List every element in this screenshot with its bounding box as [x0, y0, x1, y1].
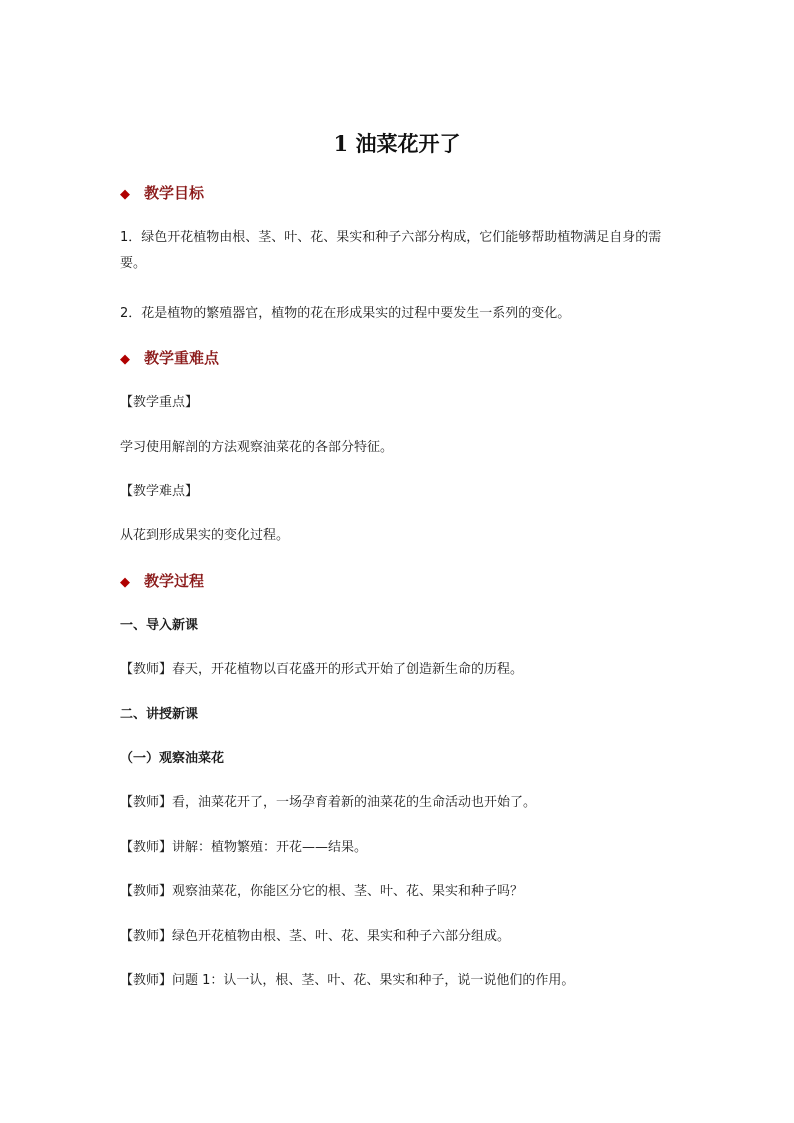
difficulty-text: 从花到形成果实的变化过程。 [120, 528, 290, 543]
goal-item-2: 2．花是植物的繁殖器官，植物的花在形成果实的过程中要发生一系列的变化。 [120, 306, 571, 321]
process-line-3: 【教师】讲解：植物繁殖：开花——结果。 [120, 840, 368, 855]
process-line-1: 【教师】春天，开花植物以百花盛开的形式开始了创造新生命的历程。 [120, 662, 524, 677]
process-line-4: 【教师】观察油菜花，你能区分它的根、茎、叶、花、果实和种子吗？ [120, 884, 524, 899]
section-label: 教学重难点 [144, 349, 220, 367]
section-heading-key-points [120, 347, 219, 368]
process-line-6: 【教师】问题 1：认一认，根、茎、叶、花、果实和种子，说一说他们的作用。 [120, 973, 575, 988]
section-label: 教学目标 [144, 184, 205, 202]
process-subsection-1: （一）观察油菜花 [120, 751, 225, 766]
process-part-2: 二、讲授新课 [120, 707, 199, 722]
section-heading-goals [120, 182, 204, 203]
process-line-5: 【教师】绿色开花植物由根、茎、叶、花、果实和种子六部分组成。 [120, 929, 511, 944]
diamond-bullet-icon: ◆ [120, 352, 130, 367]
goal-item-1: 1．绿色开花植物由根、茎、叶、花、果实和种子六部分构成，它们能够帮助植物满足自身的需要。 [120, 230, 662, 271]
difficulty-label: 【教学难点】 [120, 484, 199, 499]
diamond-bullet-icon: ◆ [120, 575, 130, 590]
section-label: 教学过程 [144, 572, 205, 590]
diamond-bullet-icon: ◆ [120, 187, 130, 202]
focus-text: 学习使用解剖的方法观察油菜花的各部分特征。 [120, 440, 394, 455]
page-title: 1 油菜花开了 [333, 131, 461, 156]
section-heading-process [120, 570, 204, 591]
process-line-2: 【教师】看，油菜花开了，一场孕育着新的油菜花的生命活动也开始了。 [120, 795, 537, 810]
process-part-1: 一、导入新课 [120, 618, 199, 633]
focus-label: 【教学重点】 [120, 395, 199, 410]
